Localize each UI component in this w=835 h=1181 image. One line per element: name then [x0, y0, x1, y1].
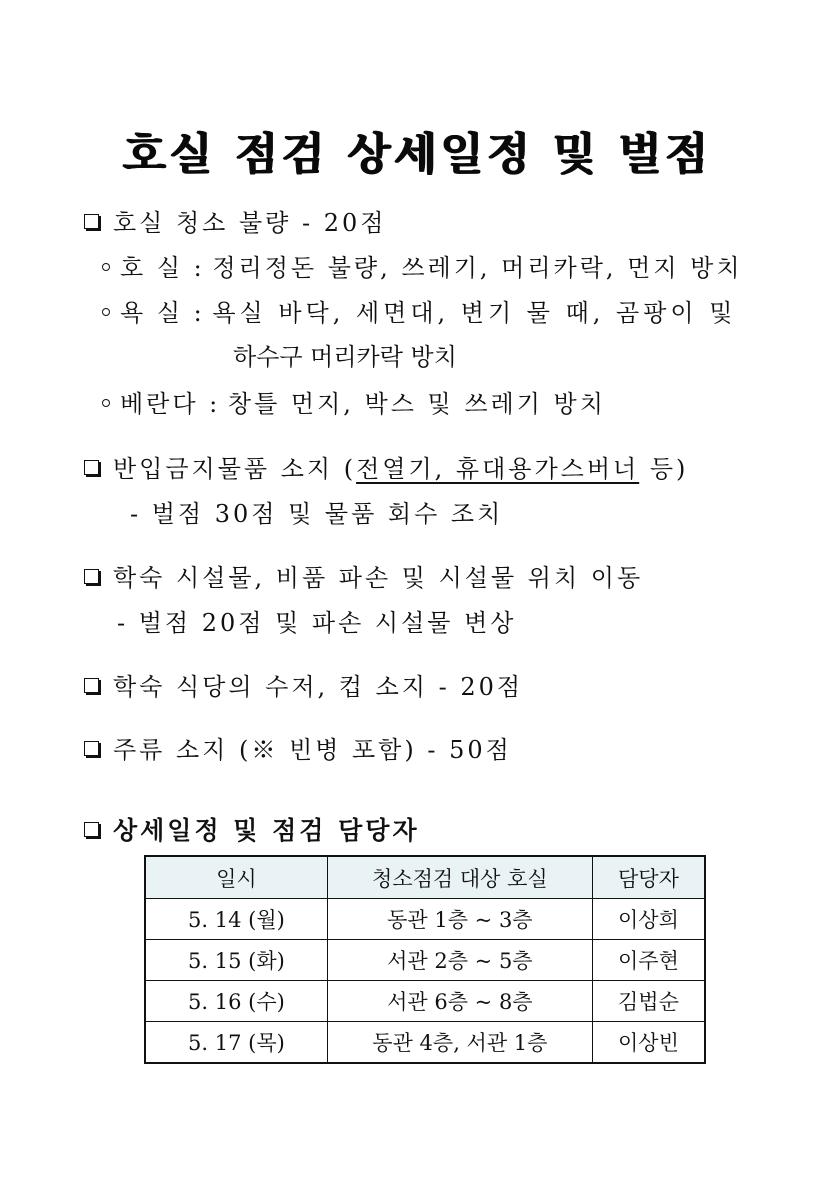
cell-rooms: 동관 4층, 서관 1층	[327, 1022, 592, 1064]
cell-rooms: 서관 6층 ~ 8층	[327, 981, 592, 1022]
cafeteria-heading-text: 학숙 식당의 수저, 컵 소지 - 20점	[113, 673, 524, 701]
cell-manager: 이상희	[592, 899, 705, 940]
cell-date: 5. 14 (월)	[145, 899, 327, 940]
banned-heading	[84, 453, 688, 485]
cell-rooms: 동관 1층 ~ 3층	[327, 899, 592, 940]
column-header-manager: 담당자	[592, 856, 705, 899]
column-header-date: 일시	[145, 856, 327, 899]
table-row	[145, 1022, 705, 1064]
cell-date: 5. 17 (목)	[145, 1022, 327, 1064]
cell-manager: 이주현	[592, 940, 705, 981]
facility-heading	[84, 562, 643, 594]
banned-heading-prefix: 반입금지물품 소지 (	[113, 455, 357, 483]
checkbox-bullet-icon	[84, 569, 99, 584]
cell-rooms: 서관 2층 ~ 5층	[327, 940, 592, 981]
checkbox-bullet-icon	[84, 822, 99, 837]
schedule-heading-text: 상세일정 및 점검 담당자	[113, 816, 420, 845]
table-row	[145, 940, 705, 981]
cell-date: 5. 16 (수)	[145, 981, 327, 1022]
circle-bullet-icon	[102, 263, 110, 271]
circle-bullet-icon	[102, 399, 110, 407]
banned-detail: - 벌점 30점 및 물품 회수 조치	[130, 500, 504, 528]
cafeteria-heading	[84, 671, 523, 703]
cleaning-room-line	[102, 252, 743, 284]
cleaning-bath-line-2	[233, 341, 457, 373]
checkbox-bullet-icon	[84, 678, 99, 693]
cleaning-heading	[84, 207, 386, 239]
alcohol-heading-text: 주류 소지 (※ 빈병 포함) - 50점	[113, 736, 512, 764]
room-text: 정리정돈 불량, 쓰레기, 머리카락, 먼지 방치	[212, 254, 743, 282]
facility-heading-text: 학숙 시설물, 비품 파손 및 시설물 위치 이동	[113, 564, 644, 592]
bath-text-2: 하수구 머리카락 방치	[233, 343, 457, 371]
cleaning-veranda-line	[102, 388, 606, 420]
page-title: 호실 점검 상세일정 및 벌점	[123, 129, 712, 180]
schedule-heading	[84, 815, 420, 847]
cell-manager: 김법순	[592, 981, 705, 1022]
table-header-row	[145, 856, 705, 899]
schedule-table	[144, 855, 706, 1064]
bath-text: 욕실 바닥, 세면대, 변기 물 때, 곰팡이 및	[212, 299, 737, 327]
bath-label: 욕 실 :	[120, 299, 205, 327]
cell-manager: 이상빈	[592, 1022, 705, 1064]
checkbox-bullet-icon	[84, 460, 99, 475]
circle-bullet-icon	[102, 308, 110, 316]
alcohol-heading	[84, 734, 512, 766]
checkbox-bullet-icon	[84, 214, 99, 229]
room-label: 호 실 :	[120, 254, 205, 282]
checkbox-bullet-icon	[84, 741, 99, 756]
table-row	[145, 899, 705, 940]
cleaning-heading-text: 호실 청소 불량 - 20점	[113, 209, 387, 237]
banned-items-underlined: 전열기, 휴대용가스버너	[356, 455, 640, 483]
cleaning-bath-line	[102, 297, 736, 329]
veranda-text: 창틀 먼지, 박스 및 쓰레기 방치	[227, 390, 606, 418]
banned-heading-suffix: 등)	[639, 455, 689, 483]
veranda-label: 베란다 :	[120, 390, 221, 418]
facility-detail: - 벌점 20점 및 파손 시설물 변상	[117, 609, 517, 637]
column-header-rooms: 청소점검 대상 호실	[327, 856, 592, 899]
table-row	[145, 981, 705, 1022]
cell-date: 5. 15 (화)	[145, 940, 327, 981]
